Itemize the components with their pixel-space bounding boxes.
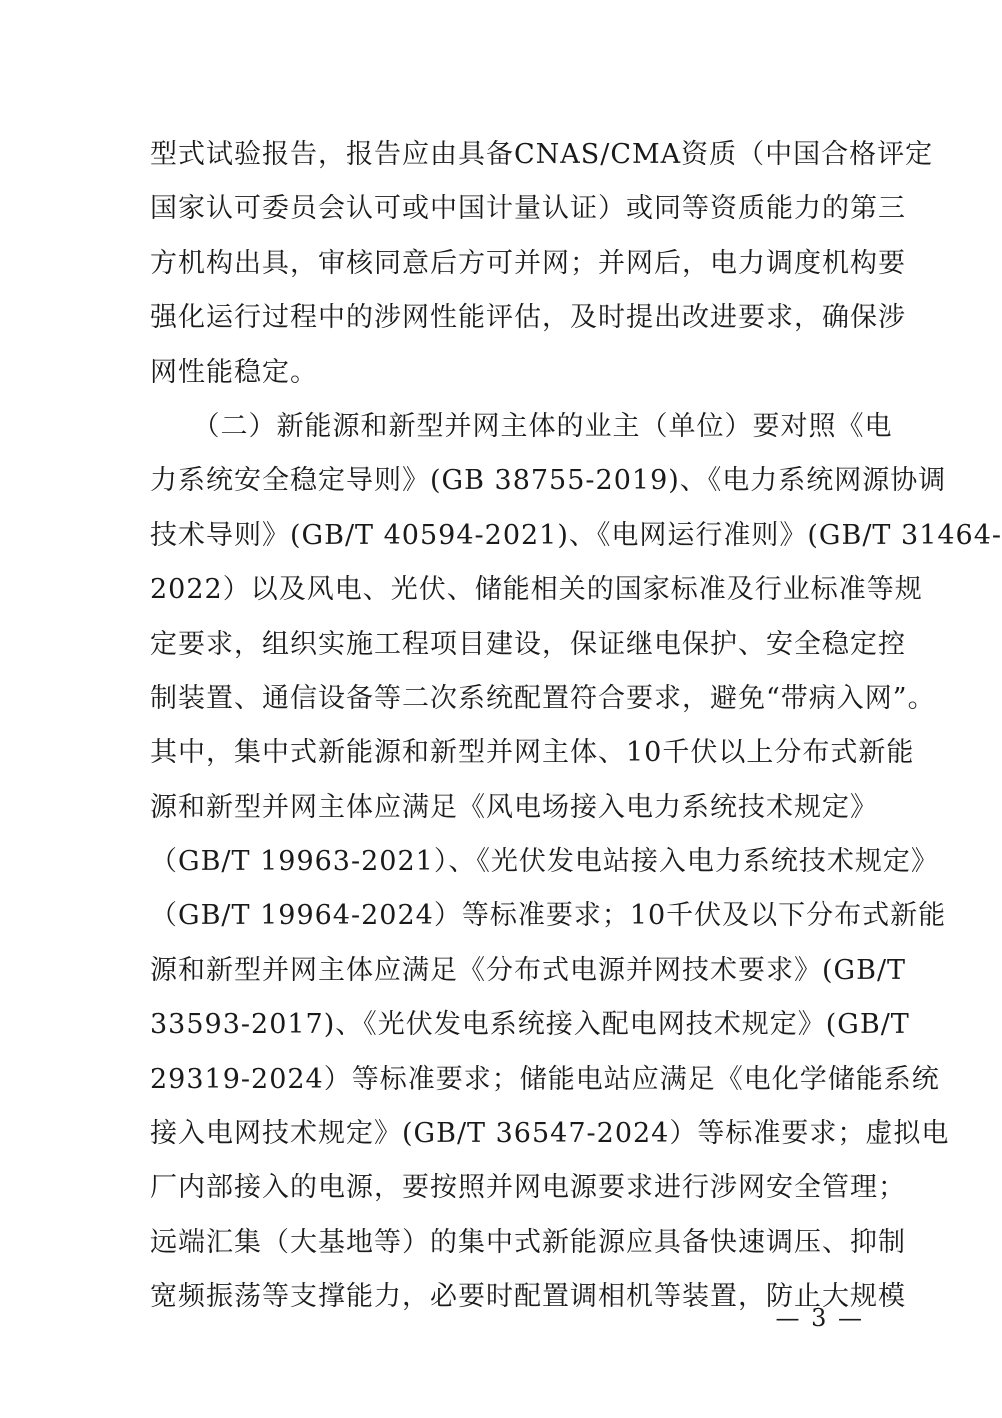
text-line-21: 远端汇集（大基地等）的集中式新能源应具备快速调压、抑制 [150, 1226, 906, 1258]
text-line-8: 技术导则》(GB/T 40594-2021)、《电网运行准则》(GB/T 31464- [150, 519, 1002, 551]
text-line-13: 源和新型并网主体应满足《风电场接入电力系统技术规定》 [150, 791, 878, 823]
text-line-18: 29319-2024）等标准要求；储能电站应满足《电化学储能系统 [150, 1063, 940, 1095]
text-line-1: 型式试验报告，报告应由具备CNAS/CMA资质（中国合格评定 [150, 139, 934, 170]
text-line-5: 网性能稳定。 [150, 356, 318, 388]
text-line-7: 力系统安全稳定导则》(GB 38755-2019)、《电力系统网源协调 [150, 465, 947, 497]
text-line-12: 其中，集中式新能源和新型并网主体、10千伏以上分布式新能 [150, 737, 915, 769]
text-line-16: 源和新型并网主体应满足《分布式电源并网技术要求》(GB/T [150, 954, 907, 986]
text-line-15: （GB/T 19964-2024）等标准要求；10千伏及以下分布式新能 [150, 900, 947, 932]
text-line-22: 宽频振荡等支撑能力，必要时配置调相机等装置，防止大规模 [150, 1281, 906, 1313]
page-number: — 3 — [775, 1304, 864, 1332]
text-line-4: 强化运行过程中的涉网性能评估，及时提出改进要求，确保涉 [150, 302, 906, 334]
text-line-20: 厂内部接入的电源，要按照并网电源要求进行涉网安全管理； [150, 1172, 906, 1204]
text-line-11: 制装置、通信设备等二次系统配置符合要求，避免“带病入网”。 [150, 682, 936, 714]
text-line-9: 2022）以及风电、光伏、储能相关的国家标准及行业标准等规 [150, 574, 923, 606]
text-line-6: （二）新能源和新型并网主体的业主（单位）要对照《电 [150, 410, 893, 442]
text-line-14: （GB/T 19963-2021）、《光伏发电站接入电力系统技术规定》 [150, 846, 939, 878]
text-line-3: 方机构出具，审核同意后方可并网；并网后，电力调度机构要 [150, 247, 906, 279]
text-line-19: 接入电网技术规定》(GB/T 36547-2024）等标准要求；虚拟电 [150, 1118, 950, 1150]
text-line-17: 33593-2017)、《光伏发电系统接入配电网技术规定》(GB/T [150, 1009, 910, 1041]
text-line-10: 定要求，组织实施工程项目建设，保证继电保护、安全稳定控 [150, 628, 906, 660]
text-line-2: 国家认可委员会认可或中国计量认证）或同等资质能力的第三 [150, 193, 906, 225]
body-text [150, 128, 1002, 1325]
